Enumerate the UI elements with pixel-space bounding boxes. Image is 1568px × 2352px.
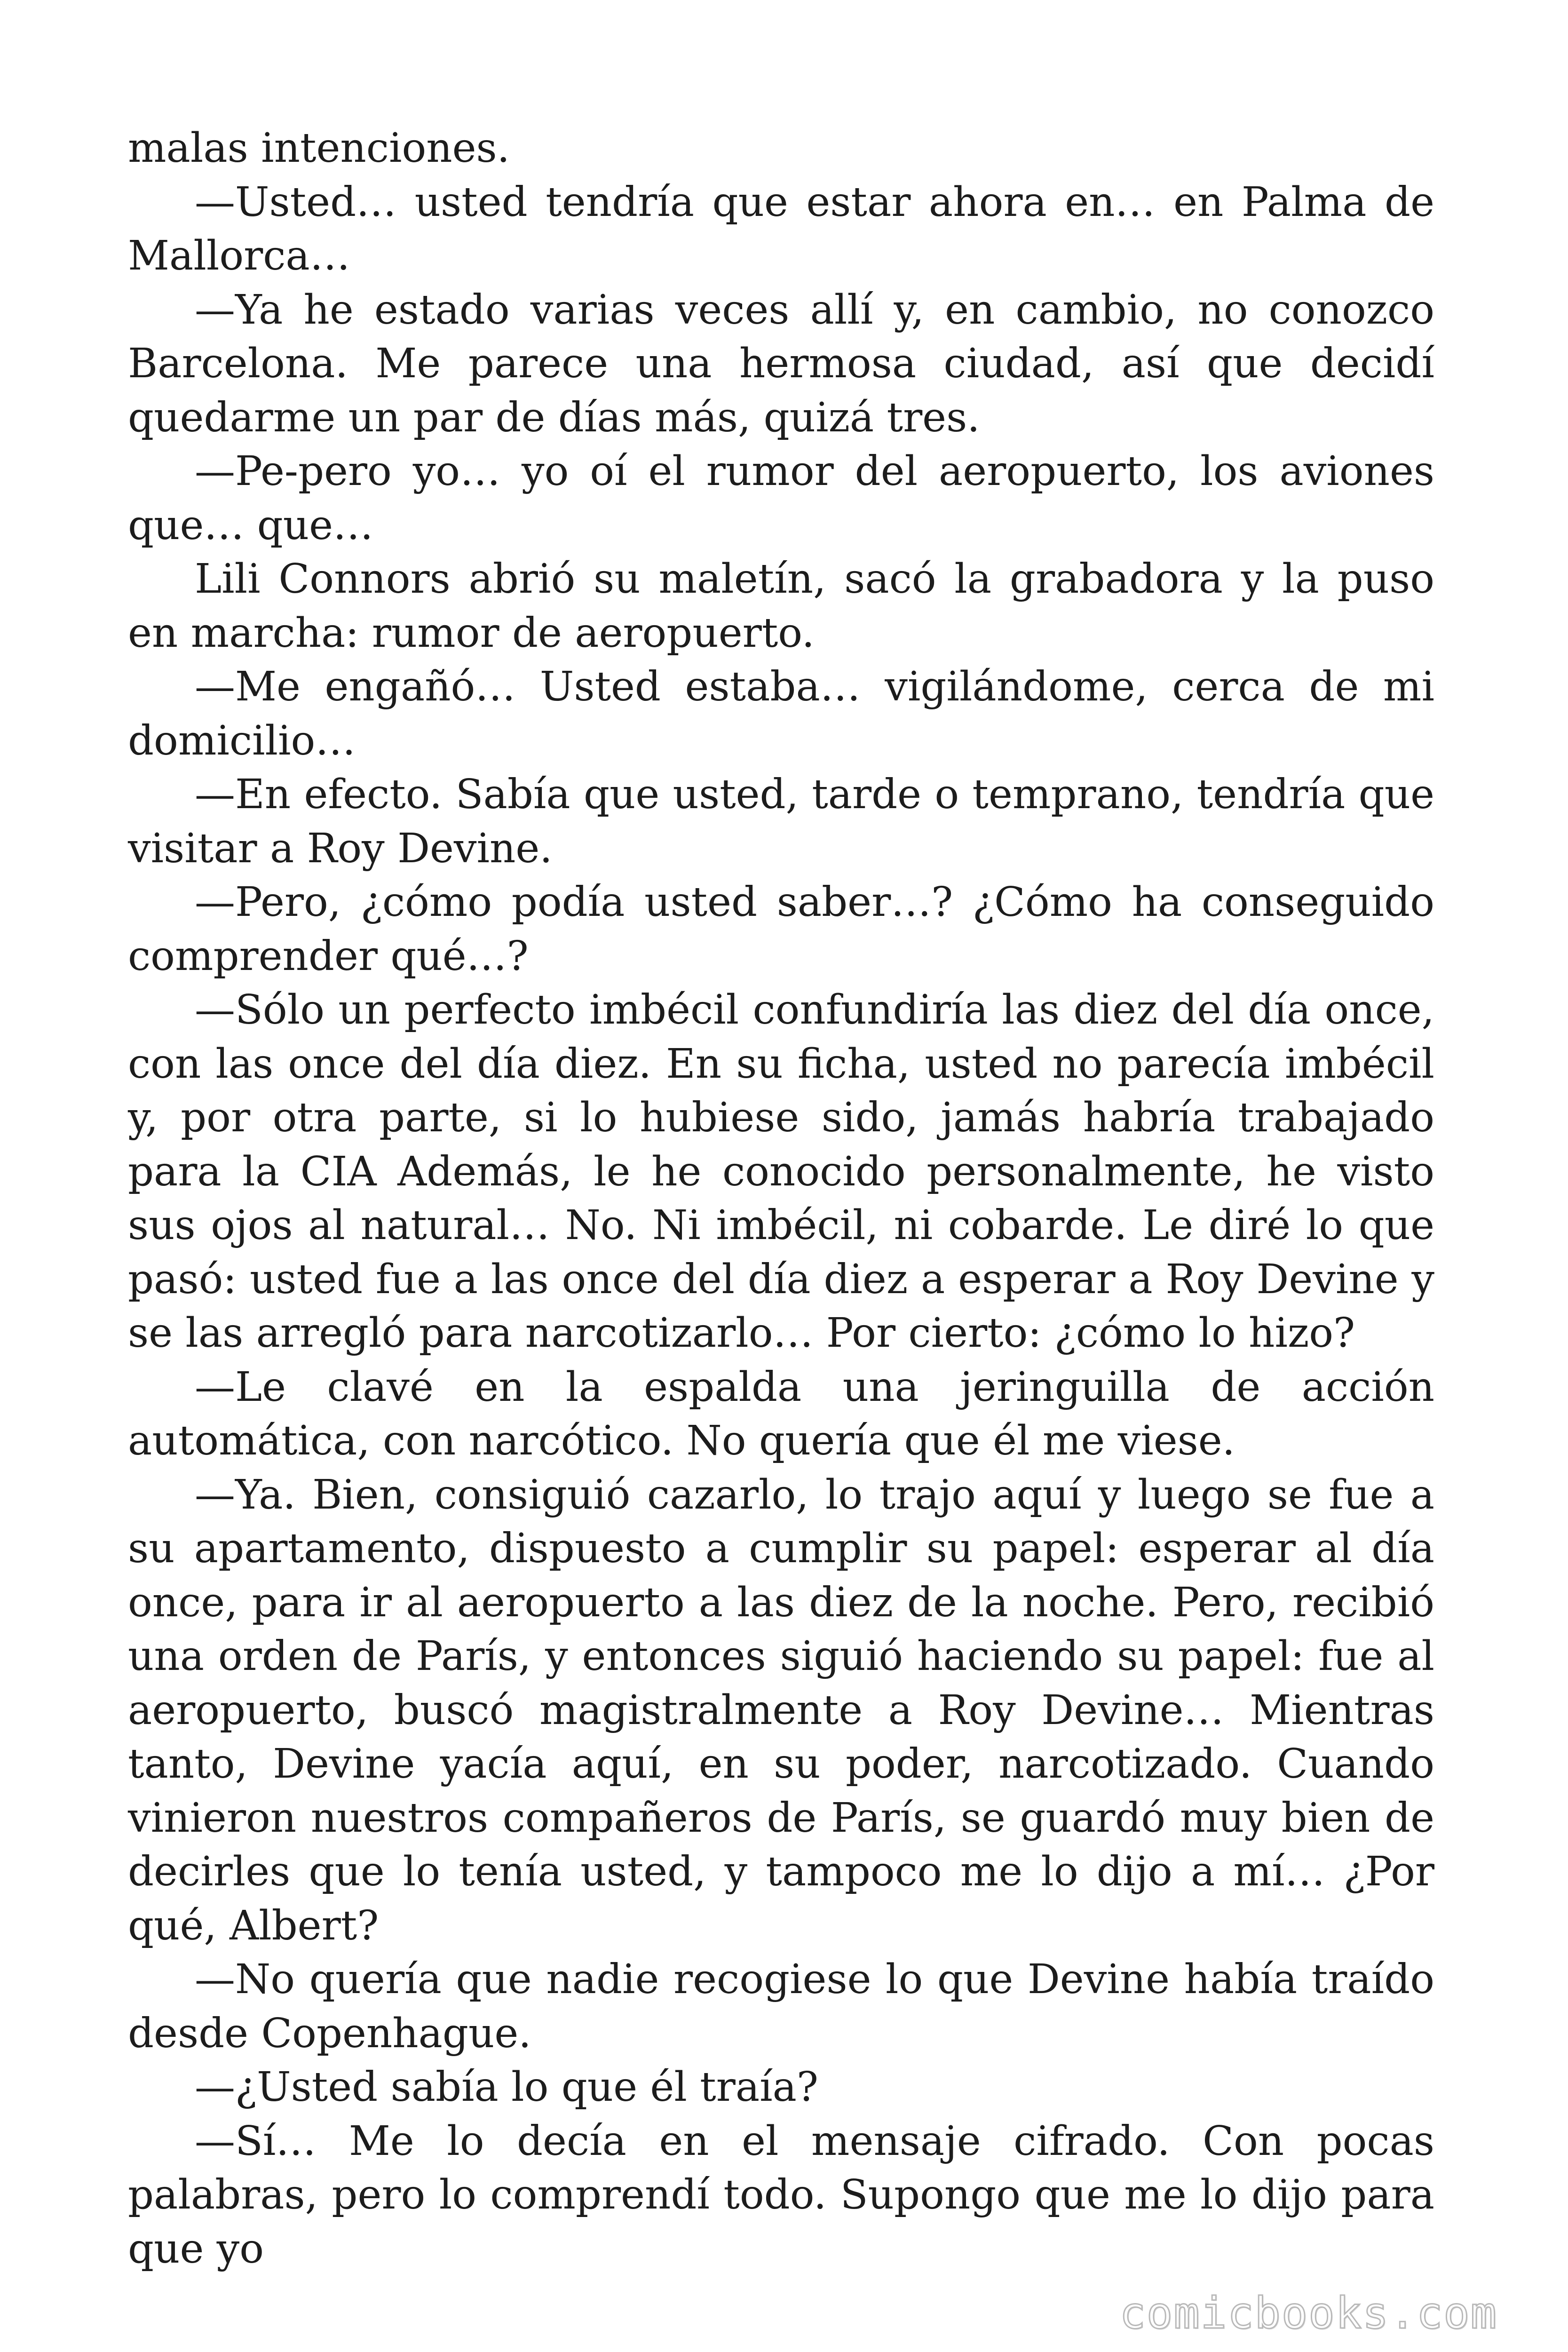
paragraph: —En efecto. Sabía que usted, tarde o temprano, tendría que visitar a Roy Devine. [128, 771, 1434, 872]
paragraph: —Sí… Me lo decía en el mensaje cifrado. Con pocas palabras, pero lo comprendí todo. Supongo que me lo dijo para que yo [128, 2117, 1434, 2273]
paragraph: malas intenciones. [128, 125, 510, 172]
paragraph: —Pero, ¿cómo podía usted saber…? ¿Cómo ha conseguido comprender qué…? [128, 879, 1434, 980]
body-text [128, 121, 1434, 2276]
paragraph: —Ya he estado varias veces allí y, en cambio, no conozco Barcelona. Me parece una hermosa ciudad, así que decidí quedarme un par de días más, quizá tres. [128, 286, 1434, 441]
paragraph: —Ya. Bien, consiguió cazarlo, lo trajo aquí y luego se fue a su apartamento, dispuesto a cumplir su papel: esperar al día once, para ir al aeropuerto a las diez de la noche. Pero, recibió una orden de París, y entonces siguió haciendo su papel: fue al aeropuerto, buscó magistralmente a Roy Devine… Mientras tanto, Devine yacía aquí, en su poder, narcotizado. Cuando vinieron nuestros compañeros de París, se guardó muy bien de decirles que lo tenía usted, y tampoco me lo dijo a mí… ¿Por qué, Albert? [128, 1471, 1434, 1949]
paragraph: —Pe-pero yo… yo oí el rumor del aeropuerto, los aviones que… que… [128, 448, 1434, 549]
paragraph: —Sólo un perfecto imbécil confundiría las diez del día once, con las once del día diez. En su ficha, usted no parecía imbécil y, por otra parte, si lo hubiese sido, jamás habría trabajado para la CIA Además, le he conocido personalmente, he visto sus ojos al natural… No. Ni imbécil, ni cobarde. Le diré lo que pasó: usted fue a las once del día diez a esperar a Roy Devine y se las arregló para narcotizarlo… Por cierto: ¿cómo lo hizo? [128, 986, 1434, 1357]
watermark: comicbooks.com [1119, 2288, 1497, 2338]
paragraph: —¿Usted sabía lo que él traía? [195, 2064, 818, 2111]
paragraph: —Le clavé en la espalda una jeringuilla de acción automática, con narcótico. No quería que él me viese. [128, 1363, 1434, 1464]
paragraph: —Usted… usted tendría que estar ahora en… en Palma de Mallorca… [128, 178, 1434, 279]
paragraph: Lili Connors abrió su maletín, sacó la grabadora y la puso en marcha: rumor de aeropuerto. [128, 556, 1434, 657]
paragraph: —Me engañó… Usted estaba… vigilándome, cerca de mi domicilio… [128, 663, 1434, 764]
paragraph: —No quería que nadie recogiese lo que Devine había traído desde Copenhague. [128, 1956, 1434, 2057]
